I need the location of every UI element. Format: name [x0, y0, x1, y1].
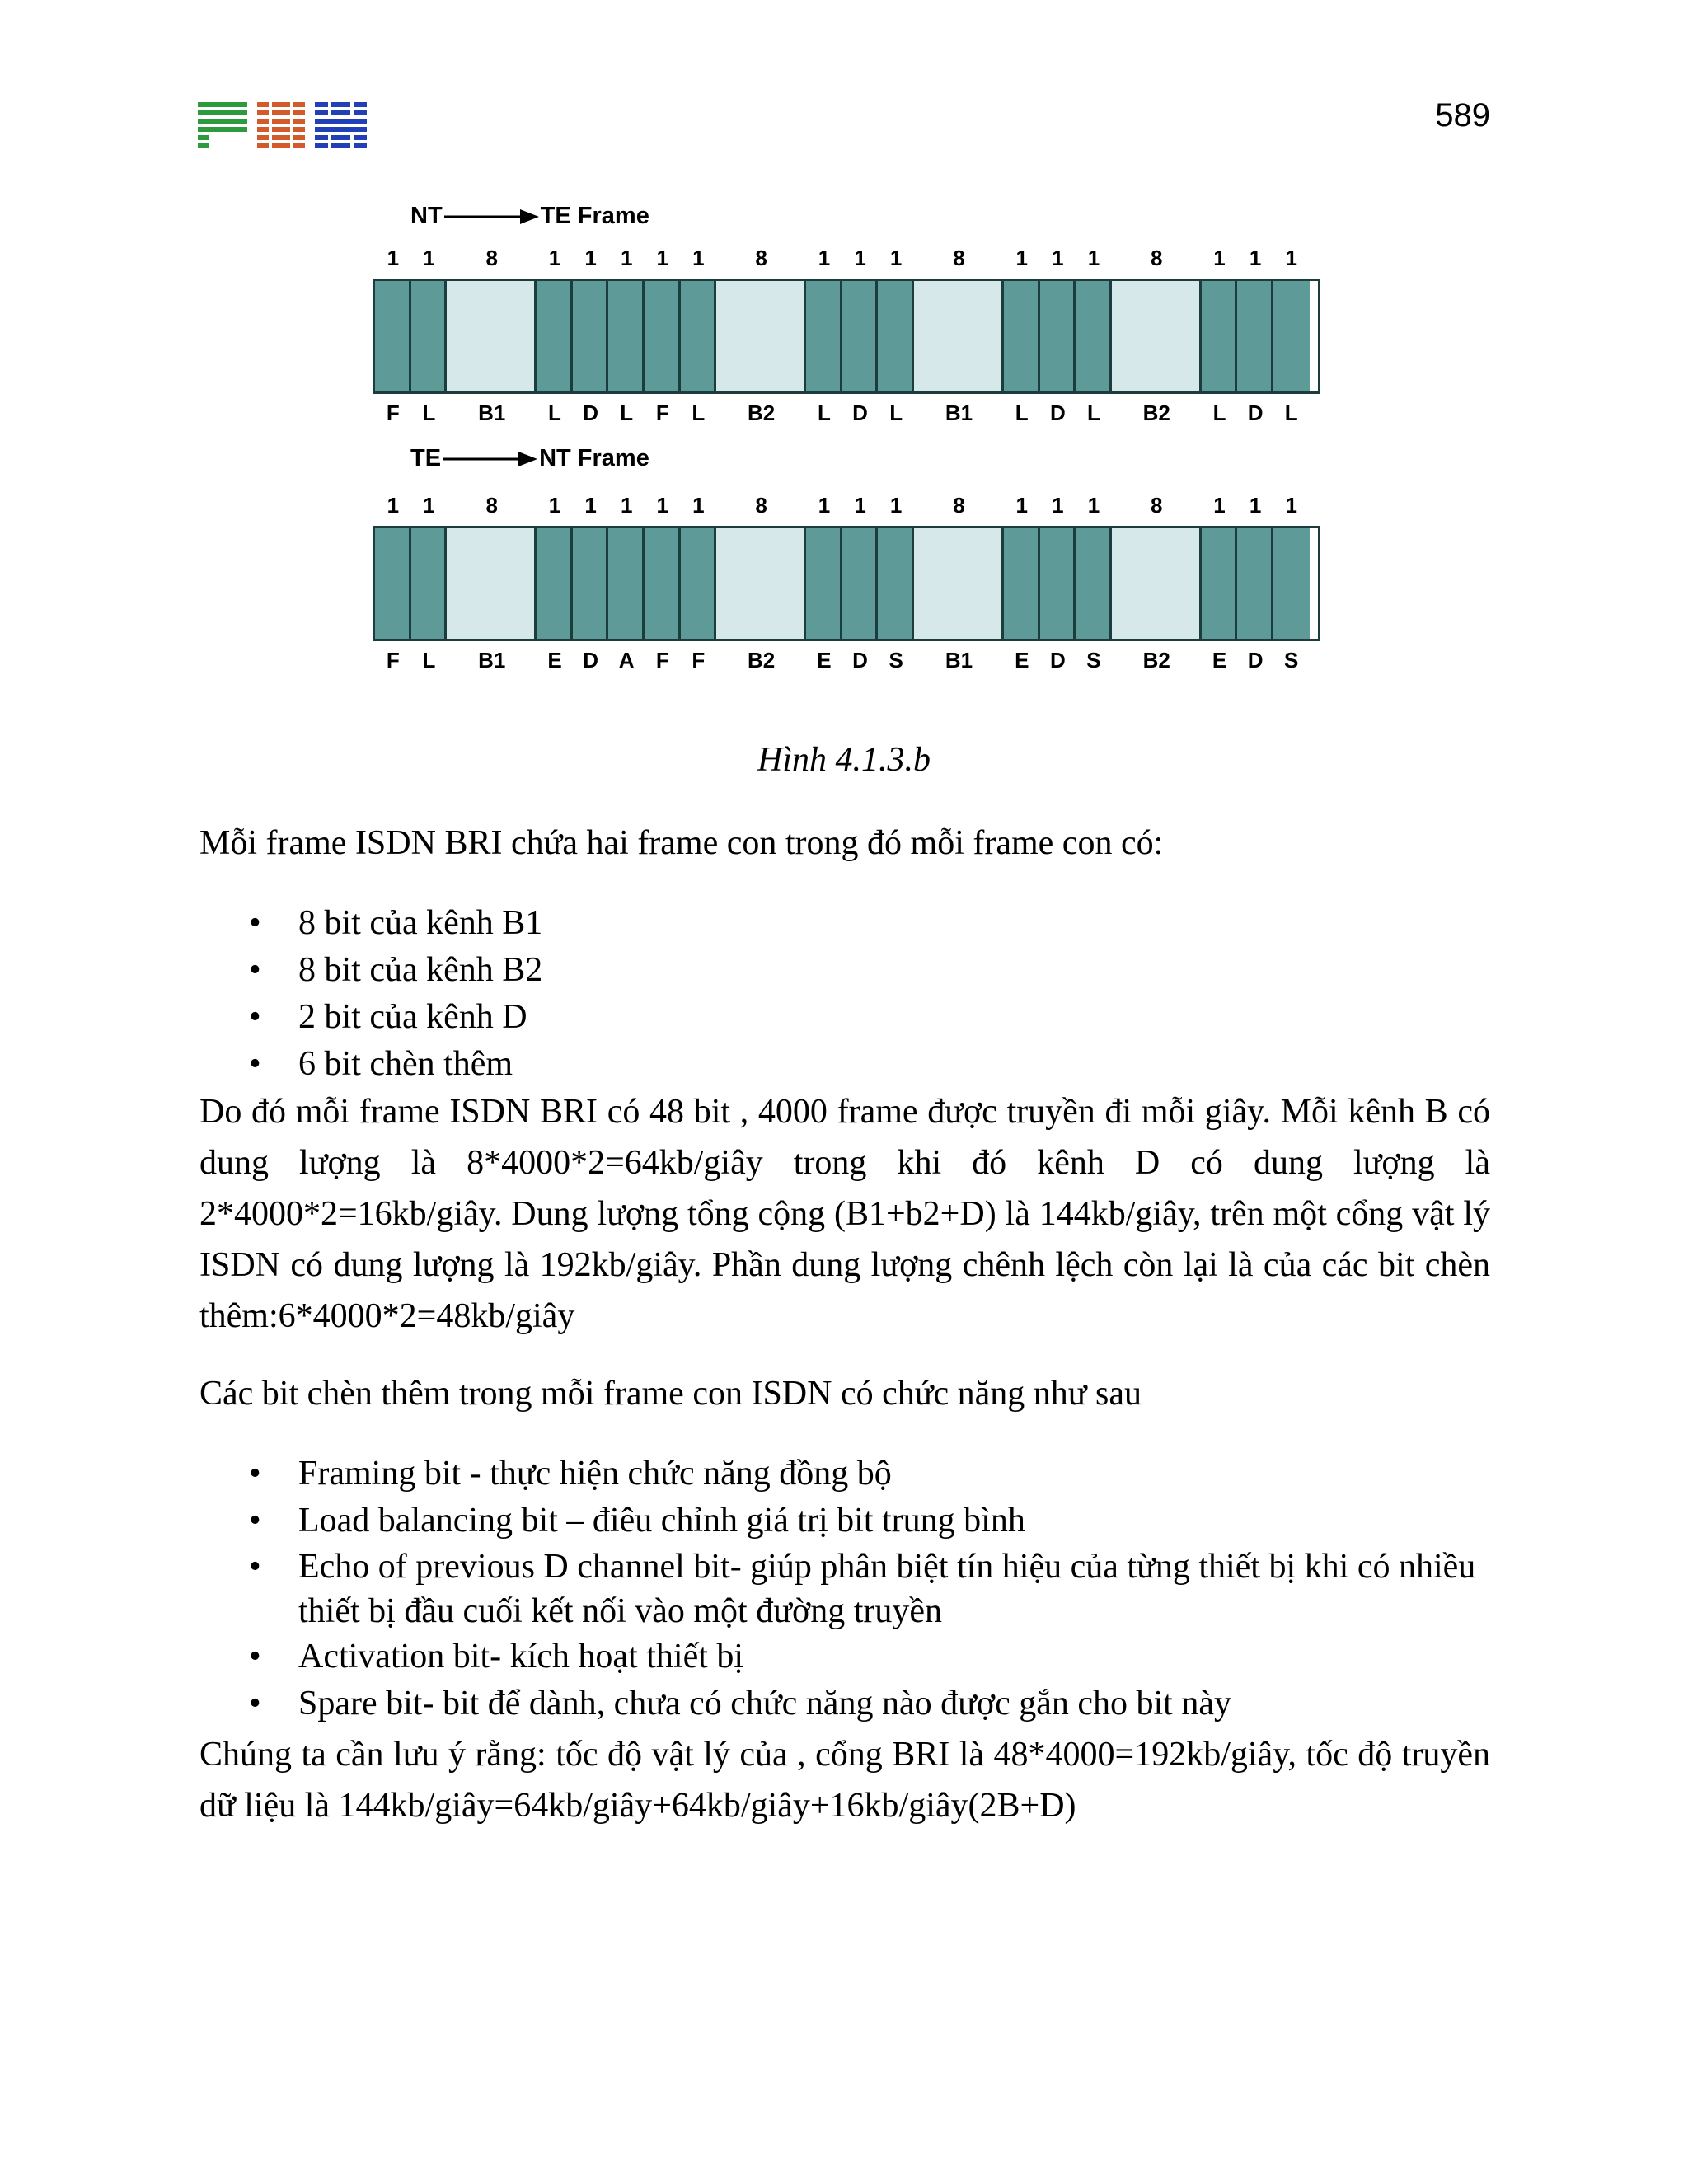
- list-item: • Echo of previous D channel bit- giúp phân biệt tín hiệu của từng thiết bị khi có nhiều thiết bị đầu cuối kết nối vào một đường truyền: [199, 1544, 1490, 1633]
- field-label: D: [852, 401, 868, 425]
- nt-te-from: NT: [410, 203, 443, 229]
- bit-cell: [411, 528, 448, 639]
- page-number: 589: [1435, 97, 1490, 134]
- field-label: B1: [478, 401, 506, 425]
- field-label: L: [1212, 401, 1226, 425]
- bit-count-label: 8: [1150, 246, 1163, 270]
- bit-cell: [1273, 281, 1310, 391]
- bit-count-label: 1: [692, 246, 705, 270]
- bit-cell: [1040, 281, 1076, 391]
- bit-count-label: 1: [1087, 493, 1100, 518]
- bit-cell: [411, 281, 448, 391]
- nt-te-labels: [373, 401, 1320, 425]
- field-label: B1: [945, 648, 973, 673]
- field-label: D: [583, 648, 598, 673]
- bit-count-label: 1: [423, 246, 435, 270]
- te-nt-frame-cells: [373, 526, 1320, 641]
- field-label: L: [1284, 401, 1298, 425]
- bit-count-label: 1: [656, 246, 668, 270]
- bit-count-label: 1: [620, 493, 633, 518]
- right-arrow-icon: [443, 448, 537, 470]
- nt-te-to: TE Frame: [540, 203, 649, 229]
- bit-cell: [608, 281, 645, 391]
- bit-cell: [1040, 528, 1076, 639]
- bit-cell: [1202, 528, 1238, 639]
- extra-bits-intro: Các bit chèn thêm trong mỗi frame con ISDN có chức năng như sau: [199, 1375, 1142, 1413]
- speed-note-paragraph: Chúng ta cần lưu ý rằng: tốc độ vật lý của , cổng BRI là 48*4000=192kb/giây, tốc độ truyền dữ liệu là 144kb/giây=64kb/giây+64kb/giây+16kb/giây(2B+D): [199, 1736, 1490, 1825]
- figure-caption: Hình 4.1.3.b: [757, 741, 931, 779]
- field-label: B2: [1142, 401, 1170, 425]
- extra-bits-list: [199, 1451, 1490, 1727]
- bit-count-label: 1: [1285, 493, 1297, 518]
- bit-cell: [375, 528, 411, 639]
- bit-cell: [537, 528, 573, 639]
- bit-count-label: 1: [854, 246, 866, 270]
- field-label: L: [620, 401, 634, 425]
- list-item: • 8 bit của kênh B1: [199, 900, 1490, 947]
- bit-count-label: 1: [584, 493, 597, 518]
- bit-count-label: 1: [548, 246, 561, 270]
- field-label: F: [386, 648, 400, 673]
- field-label: B2: [748, 648, 776, 673]
- bit-count-label: 1: [889, 246, 903, 270]
- bit-count-label: 1: [818, 493, 831, 518]
- bit-count-label: 1: [1052, 493, 1064, 518]
- logo-letter-n: [257, 102, 305, 148]
- bit-cell: [681, 281, 717, 391]
- field-label: B2: [748, 401, 776, 425]
- bit-count-label: 8: [953, 246, 965, 270]
- nt-te-bit-counts: [373, 246, 1320, 270]
- b-channel-cell: [914, 281, 1004, 391]
- bit-cell: [878, 281, 914, 391]
- te-nt-labels: [373, 648, 1320, 673]
- b-channel-cell: [716, 281, 806, 391]
- bit-count-label: 1: [1015, 493, 1028, 518]
- list-item: • 6 bit chèn thêm: [199, 1041, 1490, 1088]
- b-channel-cell: [1112, 528, 1202, 639]
- te-nt-to: NT Frame: [539, 445, 649, 471]
- bit-cell: [842, 281, 879, 391]
- field-label: L: [889, 401, 903, 425]
- logo-letter-p: [198, 102, 247, 148]
- bit-cell: [1237, 281, 1273, 391]
- bit-count-label: 1: [1249, 246, 1262, 270]
- b-channel-cell: [447, 281, 537, 391]
- field-label: S: [1086, 648, 1101, 673]
- field-label: D: [1247, 401, 1264, 425]
- bit-count-label: 1: [818, 246, 831, 270]
- bit-count-label: 1: [1249, 493, 1262, 518]
- bit-count-label: 8: [755, 246, 767, 270]
- te-nt-bit-counts: [373, 493, 1320, 518]
- bit-count-label: 1: [889, 493, 903, 518]
- bit-count-label: 1: [1087, 246, 1100, 270]
- field-label: E: [1212, 648, 1227, 673]
- field-label: A: [618, 648, 635, 673]
- list-item: • Spare bit- bit để dành, chưa có chức năng nào được gắn cho bit này: [199, 1680, 1490, 1727]
- bit-cell: [375, 281, 411, 391]
- bit-count-label: 1: [584, 246, 597, 270]
- capacity-paragraph: Do đó mỗi frame ISDN BRI có 48 bit , 4000 frame được truyền đi mỗi giây. Mỗi kênh B có dung lượng là 8*4000*2=64kb/giây trong khi đó kênh D có dung lượng là 2*4000*2=16kb/giây. Dung lượng tổng cộng (B1+b2+D) là 144kb/giây, trên một cổng vật lý ISDN có dung lượng là 192kb/giây. Phần dung lượng chênh lệch còn lại là của các bit chèn thêm:6*4000*2=48kb/giây: [199, 1093, 1490, 1335]
- field-label: F: [655, 401, 669, 425]
- bit-cell: [645, 528, 681, 639]
- bit-cell: [1202, 281, 1238, 391]
- field-label: B2: [1142, 648, 1170, 673]
- field-label: B1: [945, 401, 973, 425]
- list-item: • 2 bit của kênh D: [199, 994, 1490, 1041]
- bit-cell: [537, 281, 573, 391]
- nt-te-frame-cells: [373, 279, 1320, 394]
- bit-count-label: 8: [953, 493, 965, 518]
- right-arrow-icon: [444, 206, 539, 227]
- field-label: F: [386, 401, 400, 425]
- intro-paragraph: Mỗi frame ISDN BRI chứa hai frame con trong đó mỗi frame con có:: [199, 824, 1164, 862]
- field-label: L: [422, 648, 436, 673]
- bit-cell: [645, 281, 681, 391]
- field-label: E: [1015, 648, 1029, 673]
- bit-count-label: 1: [656, 493, 668, 518]
- b-channel-cell: [914, 528, 1004, 639]
- list-item: • Framing bit - thực hiện chức năng đồng bộ: [199, 1451, 1490, 1497]
- field-label: E: [817, 648, 832, 673]
- b-channel-cell: [1112, 281, 1202, 391]
- pnh-logo: [198, 102, 367, 148]
- bit-count-label: 1: [854, 493, 866, 518]
- te-nt-title: [410, 445, 649, 472]
- field-label: D: [1247, 648, 1264, 673]
- field-label: L: [692, 401, 706, 425]
- list-item: • Load balancing bit – điêu chỉnh giá trị bit trung bình: [199, 1497, 1490, 1544]
- bit-count-label: 1: [692, 493, 705, 518]
- field-label: E: [547, 648, 562, 673]
- te-nt-from: TE: [410, 445, 442, 471]
- logo-letter-h: [315, 102, 367, 148]
- bit-cell: [842, 528, 879, 639]
- field-label: D: [852, 648, 868, 673]
- frame-contents-list: [199, 900, 1490, 1088]
- bit-cell: [1237, 528, 1273, 639]
- list-item: • Activation bit- kích hoạt thiết bị: [199, 1633, 1490, 1680]
- bit-count-label: 1: [387, 493, 400, 518]
- isdn-bri-frame-diagram: [363, 198, 1327, 684]
- field-label: D: [1049, 401, 1066, 425]
- bit-cell: [1273, 528, 1310, 639]
- bit-cell: [573, 281, 609, 391]
- bit-count-label: 1: [1285, 246, 1297, 270]
- bit-cell: [573, 528, 609, 639]
- bit-cell: [806, 281, 842, 391]
- field-label: S: [1284, 648, 1299, 673]
- b-channel-cell: [447, 528, 537, 639]
- field-label: L: [548, 401, 561, 425]
- bit-cell: [1076, 281, 1112, 391]
- field-label: L: [1086, 401, 1100, 425]
- field-label: F: [692, 648, 706, 673]
- bit-count-label: 1: [423, 493, 435, 518]
- field-label: D: [583, 401, 598, 425]
- bit-count-label: 8: [1150, 493, 1163, 518]
- bit-count-label: 8: [755, 493, 767, 518]
- field-label: D: [1049, 648, 1066, 673]
- bit-cell: [1076, 528, 1112, 639]
- bit-count-label: 1: [1015, 246, 1028, 270]
- nt-te-title: [410, 203, 649, 230]
- field-label: L: [1015, 401, 1029, 425]
- bit-count-label: 1: [620, 246, 633, 270]
- field-label: L: [818, 401, 831, 425]
- bit-cell: [806, 528, 842, 639]
- field-label: B1: [478, 648, 506, 673]
- bit-count-label: 1: [1052, 246, 1064, 270]
- bit-cell: [608, 528, 645, 639]
- field-label: L: [422, 401, 436, 425]
- b-channel-cell: [716, 528, 806, 639]
- bit-count-label: 1: [548, 493, 561, 518]
- list-item: • 8 bit của kênh B2: [199, 947, 1490, 994]
- bit-count-label: 1: [387, 246, 400, 270]
- bit-cell: [681, 528, 717, 639]
- bit-count-label: 8: [485, 493, 498, 518]
- bit-count-label: 1: [1213, 493, 1226, 518]
- bit-cell: [1004, 528, 1040, 639]
- field-label: F: [655, 648, 669, 673]
- bit-cell: [1004, 281, 1040, 391]
- bit-cell: [878, 528, 914, 639]
- field-label: S: [889, 648, 903, 673]
- bit-count-label: 8: [485, 246, 498, 270]
- bit-count-label: 1: [1213, 246, 1226, 270]
